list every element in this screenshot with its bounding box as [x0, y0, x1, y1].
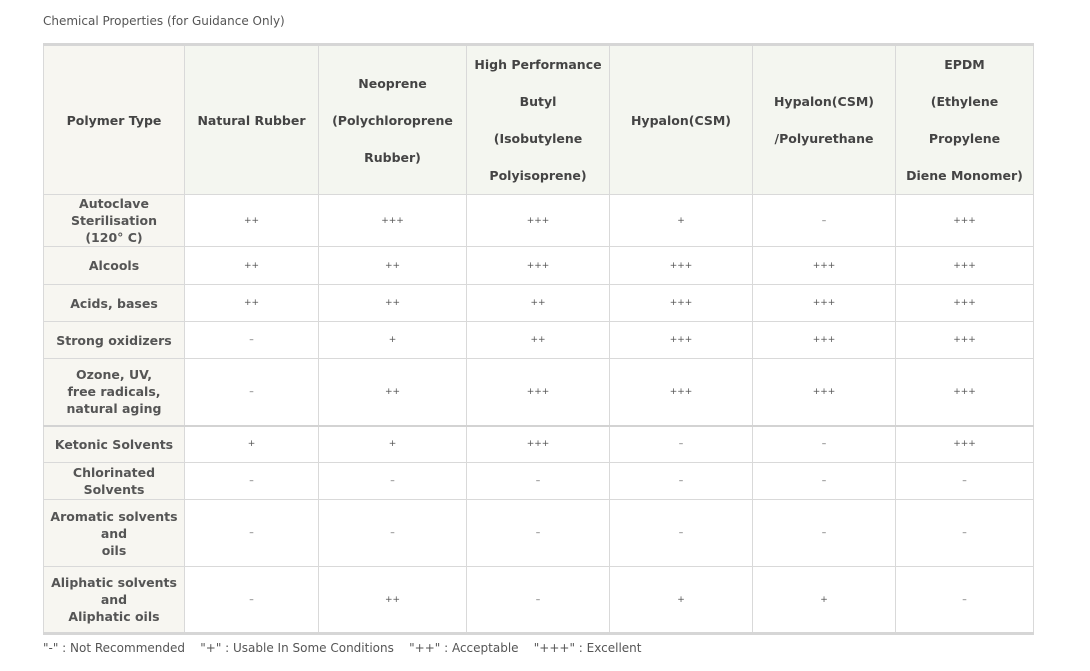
table-row: [44, 567, 1034, 634]
rating-cell: ++: [185, 247, 319, 285]
rating-cell: –: [467, 567, 610, 634]
rating-cell: –: [185, 359, 319, 426]
rating-cell: –: [185, 322, 319, 359]
header-line: Hypalon(CSM): [773, 94, 875, 109]
rating-cell: –: [610, 463, 753, 500]
rating-legend: "-" : Not Recommended "+" : Usable In Some Conditions "++" : Acceptable "+++" : Excellent: [43, 641, 642, 655]
rating-cell: +++: [610, 285, 753, 322]
rating-cell: –: [610, 500, 753, 567]
header-line: Rubber): [364, 149, 421, 165]
row-label-aliphatic-solvents: [44, 567, 185, 634]
rating-cell: –: [753, 195, 896, 247]
rating-cell: +++: [753, 247, 896, 285]
rating-cell: –: [319, 500, 467, 567]
rating-cell: +++: [610, 322, 753, 359]
rating-cell: +++: [896, 322, 1034, 359]
header-line: Hypalon(CSM): [630, 112, 732, 128]
header-line: Diene Monomer): [906, 168, 1023, 183]
rating-cell: ++: [185, 195, 319, 247]
rating-cell: +: [319, 426, 467, 463]
row-label-line: Aliphatic solvents and: [51, 575, 177, 607]
rating-cell: ++: [319, 359, 467, 426]
rating-cell: –: [896, 567, 1034, 634]
header-neoprene: [319, 45, 467, 195]
row-label-line: (120° C): [85, 230, 143, 245]
header-line: Natural Rubber: [197, 112, 306, 128]
table-row: [44, 195, 1034, 247]
header-line: EPDM: [944, 57, 985, 72]
rating-cell: +++: [610, 247, 753, 285]
row-label-line: Ketonic Solvents: [54, 436, 174, 452]
header-epdm: [896, 45, 1034, 195]
rating-cell: +++: [896, 426, 1034, 463]
rating-cell: +: [753, 567, 896, 634]
rating-cell: +++: [467, 426, 610, 463]
row-label-aromatic-solvents: [44, 500, 185, 567]
row-label-line: Acids, bases: [70, 295, 158, 311]
header-polymer-type: Polymer Type: [44, 45, 185, 195]
header-line: (Polychloroprene: [332, 112, 453, 128]
row-label-line: Strong oxidizers: [56, 332, 172, 348]
rating-cell: –: [610, 426, 753, 463]
rating-cell: ++: [467, 322, 610, 359]
rating-cell: –: [185, 463, 319, 500]
rating-cell: ++: [319, 247, 467, 285]
row-label-alcools: [44, 247, 185, 285]
row-label-line: free radicals,: [67, 384, 161, 400]
header-line: Butyl: [519, 94, 557, 109]
row-label-line: Chlorinated Solvents: [72, 465, 156, 497]
row-label-acids-bases: [44, 285, 185, 322]
row-label-ketonic-solvents: [44, 426, 185, 463]
rating-cell: +: [610, 195, 753, 247]
header-line: (Ethylene Propylene: [928, 94, 1001, 146]
rating-cell: –: [319, 463, 467, 500]
rating-cell: +++: [467, 195, 610, 247]
rating-cell: +++: [896, 285, 1034, 322]
chemical-properties-table: [43, 43, 1034, 635]
rating-cell: +++: [610, 359, 753, 426]
row-label-strong-oxidizers: [44, 322, 185, 359]
row-label-line: oils: [101, 542, 127, 558]
rating-cell: +++: [896, 195, 1034, 247]
header-hypalon: [610, 45, 753, 195]
chemical-properties-table-wrapper: [43, 43, 1033, 635]
header-line: (Isobutylene: [493, 131, 583, 146]
rating-cell: +++: [753, 322, 896, 359]
rating-cell: +: [610, 567, 753, 634]
rating-cell: ++: [319, 285, 467, 322]
header-line: Polyisoprene): [489, 168, 587, 183]
rating-cell: –: [896, 500, 1034, 567]
rating-cell: –: [753, 500, 896, 567]
rating-cell: +++: [753, 359, 896, 426]
rating-cell: ++: [467, 285, 610, 322]
row-label-line: natural aging: [66, 401, 162, 417]
rating-cell: –: [467, 463, 610, 500]
table-row: [44, 322, 1034, 359]
header-natural-rubber: [185, 45, 319, 195]
row-label-line: Ozone, UV,: [76, 367, 152, 383]
header-hypalon-polyurethane: [753, 45, 896, 195]
table-row: [44, 359, 1034, 426]
table-row: [44, 426, 1034, 463]
rating-cell: –: [467, 500, 610, 567]
row-label-line: Autoclave Sterilisation: [70, 196, 158, 228]
rating-cell: +++: [467, 359, 610, 426]
header-line: High Performance: [474, 57, 602, 72]
page-title: Chemical Properties (for Guidance Only): [43, 14, 285, 28]
header-butyl: [467, 45, 610, 195]
rating-cell: –: [185, 500, 319, 567]
rating-cell: –: [896, 463, 1034, 500]
rating-cell: +++: [753, 285, 896, 322]
table-row: [44, 463, 1034, 500]
row-label-line: Aromatic solvents and: [50, 508, 178, 541]
header-line: Neoprene: [358, 75, 427, 91]
rating-cell: –: [753, 426, 896, 463]
rating-cell: –: [753, 463, 896, 500]
header-line: /Polyurethane: [774, 131, 874, 146]
table-row: [44, 500, 1034, 567]
rating-cell: +: [185, 426, 319, 463]
header-row: [44, 45, 1034, 195]
rating-cell: ++: [319, 567, 467, 634]
rating-cell: +++: [319, 195, 467, 247]
row-label-ozone-uv: [44, 359, 185, 426]
table-row: [44, 247, 1034, 285]
row-label-line: Aliphatic oils: [68, 609, 160, 624]
rating-cell: –: [185, 567, 319, 634]
row-label-line: Alcools: [88, 258, 140, 273]
table-row: [44, 285, 1034, 322]
rating-cell: +: [319, 322, 467, 359]
rating-cell: +++: [896, 247, 1034, 285]
rating-cell: +++: [896, 359, 1034, 426]
rating-cell: +++: [467, 247, 610, 285]
rating-cell: ++: [185, 285, 319, 322]
row-label-chlorinated-solvents: [44, 463, 185, 500]
row-label-autoclave: [44, 195, 185, 247]
